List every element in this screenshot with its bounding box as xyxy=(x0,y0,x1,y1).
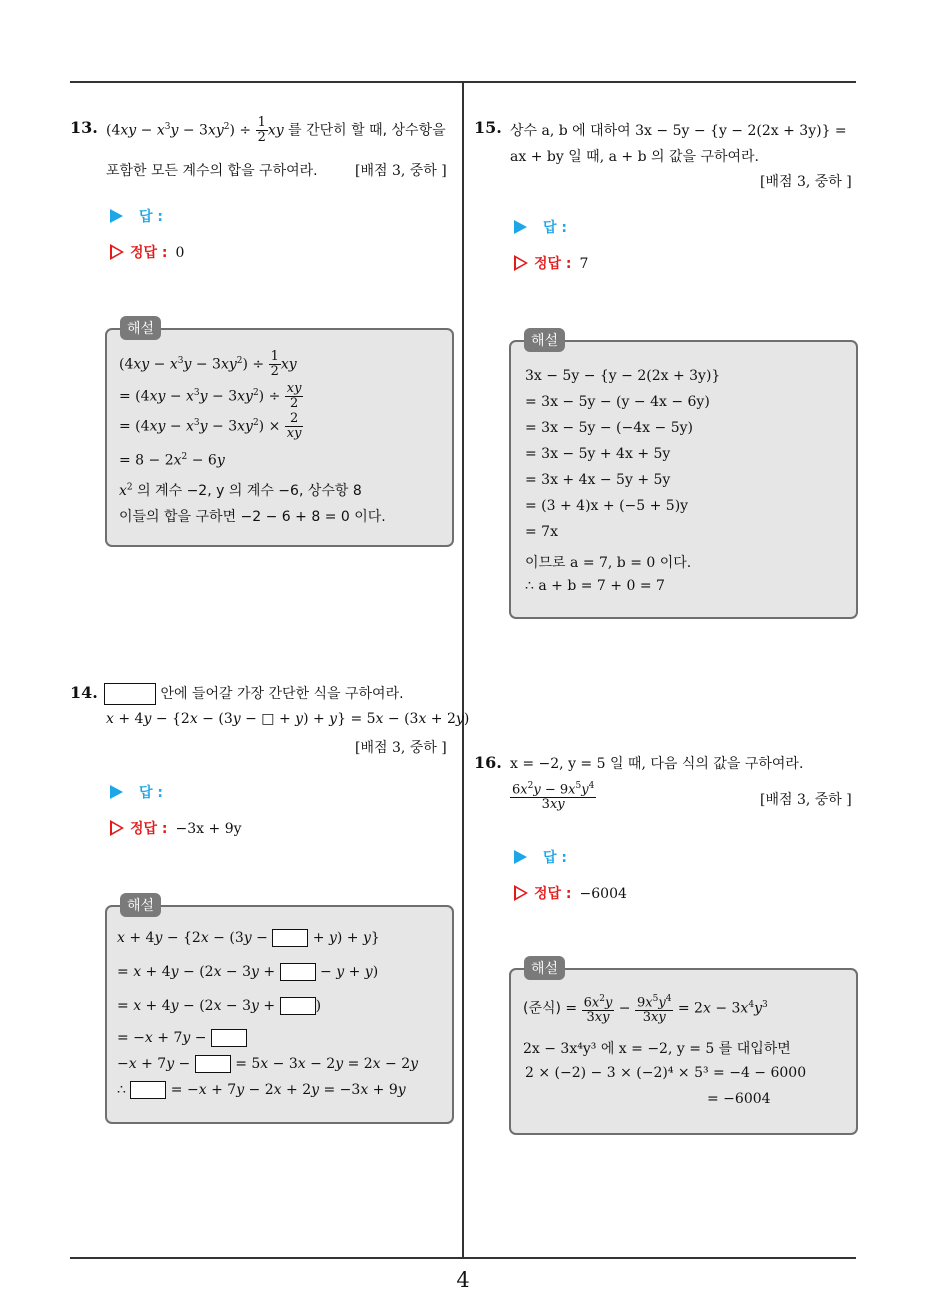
solution-line: $x^2$ 의 계수 −2, y 의 계수 −6, 상수항 8 xyxy=(119,482,362,499)
outline-triangle-icon xyxy=(110,820,124,836)
outline-triangle-icon xyxy=(514,885,528,901)
answer-row: 답 : xyxy=(110,782,163,802)
solution-tag: 해설 xyxy=(120,316,161,340)
score-label: [배점 3, 중하 ] xyxy=(355,163,447,179)
question-expression: x + 4y − {2x − (3y − □ + y) + y} = 5x − (3x + 2y) xyxy=(106,711,470,727)
play-icon xyxy=(110,785,123,799)
correct-answer-value: 0 xyxy=(175,245,185,261)
solution-line: = $(4xy - x^3y - 3xy^2)$ ÷ $\frac{xy}{2}$ xyxy=(119,381,302,411)
play-icon xyxy=(514,850,527,864)
question-text-line2: ax + by 일 때, a + b 의 값을 구하여라. xyxy=(510,149,760,165)
solution-box xyxy=(105,321,454,547)
solution-line: x + 4y − {2x − (3y − + y) + y} xyxy=(117,930,380,946)
solution-line: = x + 4y − (2x − 3y + ) xyxy=(117,998,322,1014)
solution-line: 이므로 a = 7, b = 0 이다. xyxy=(525,555,692,571)
question-number: 15. xyxy=(474,118,502,137)
solution-line: = 3x − 5y + 4x + 5y xyxy=(525,446,671,462)
solution-line: = 7x xyxy=(525,524,558,540)
question-text-line1: x = −2, y = 5 일 때, 다음 식의 값을 구하여라. xyxy=(510,756,804,772)
question-text-line1: $(4xy - x^3y - 3xy^2)$ ÷ $\frac{1}{2}$ xy 를 간단히 할 때, 상수항을 xyxy=(106,115,446,145)
solution-line: = 3x − 5y − (y − 4x − 6y) xyxy=(525,394,710,410)
column-divider xyxy=(462,83,464,1257)
question-text-line1: 상수 a, b 에 대하여 3x − 5y − {y − 2(2x + 3y)} = xyxy=(510,123,847,139)
solution-box xyxy=(105,898,454,1124)
solution-line: = −6004 xyxy=(707,1091,771,1107)
correct-answer-row: 정답 : 7 xyxy=(514,253,588,273)
solution-line: $(4xy - x^3y - 3xy^2)$ ÷ $\frac{1}{2}$ xy xyxy=(119,349,297,379)
solution-line: = (3 + 4)x + (−5 + 5)y xyxy=(525,498,689,514)
correct-answer-value: 7 xyxy=(579,256,589,272)
solution-box xyxy=(509,333,858,619)
outline-triangle-icon xyxy=(514,255,528,271)
question-14 xyxy=(70,683,470,1128)
solution-line: ∴ = −x + 7y − 2x + 2y = −3x + 9y xyxy=(117,1082,406,1098)
question-text-line2: 포함한 모든 계수의 합을 구하여라. xyxy=(106,163,318,179)
solution-line: = $8 - 2x^2 - 6y$ xyxy=(119,452,225,469)
correct-answer-value: −3x + 9y xyxy=(175,821,242,837)
question-number: 16. xyxy=(474,753,502,772)
play-icon xyxy=(514,220,527,234)
solution-line: = x + 4y − (2x − 3y + − y + y) xyxy=(117,964,379,980)
solution-line: −x + 7y − = 5x − 3x − 2y = 2x − 2y xyxy=(117,1056,419,1072)
blank-box xyxy=(104,683,156,705)
question-number: 14. xyxy=(70,683,98,702)
solution-line: 3x − 5y − {y − 2(2x + 3y)} xyxy=(525,368,721,384)
answer-row: 답 : xyxy=(514,847,567,867)
page-number: 4 xyxy=(456,1268,470,1292)
solution-line: ∴ a + b = 7 + 0 = 7 xyxy=(525,578,665,594)
play-icon xyxy=(110,209,123,223)
solution-line: (준식) = $\frac{6x^2y}{3xy}$ − $\frac{9x^5y^4}{3xy}$ = $2x - 3x^4y^3$ xyxy=(523,994,768,1026)
answer-row: 답 : xyxy=(514,217,567,237)
solution-line: 2x − 3x⁴y³ 에 x = −2, y = 5 를 대입하면 xyxy=(523,1041,791,1057)
solution-line: 2 × (−2) − 3 × (−2)⁴ × 5³ = −4 − 6000 xyxy=(525,1065,807,1081)
question-13 xyxy=(70,115,455,558)
correct-answer-row: 정답 : −6004 xyxy=(514,883,627,903)
correct-answer-row: 정답 : −3x + 9y xyxy=(110,818,242,838)
bottom-rule xyxy=(70,1257,856,1259)
score-label: [배점 3, 중하 ] xyxy=(760,792,852,808)
solution-line: 이들의 합을 구하면 −2 − 6 + 8 = 0 이다. xyxy=(119,509,386,525)
solution-line: = $(4xy - x^3y - 3xy^2)$ × $\frac{2}{xy}$ xyxy=(119,411,302,441)
score-label: [배점 3, 중하 ] xyxy=(760,174,852,190)
solution-tag: 해설 xyxy=(120,893,161,917)
solution-box xyxy=(509,961,858,1135)
score-label: [배점 3, 중하 ] xyxy=(355,740,447,756)
question-expression: $\frac{6x^2y - 9x^5y^4}{3xy}$ xyxy=(512,781,595,813)
correct-answer-row: 정답 : 0 xyxy=(110,242,184,262)
correct-answer-value: −6004 xyxy=(579,886,627,902)
answer-row: 답 : xyxy=(110,206,163,226)
solution-line: = −x + 7y − xyxy=(117,1029,247,1047)
question-text-line1: 안에 들어갈 가장 간단한 식을 구하여라. xyxy=(104,683,404,705)
solution-tag: 해설 xyxy=(524,328,565,352)
solution-line: = 3x + 4x − 5y + 5y xyxy=(525,472,671,488)
solution-tag: 해설 xyxy=(524,956,565,980)
question-15 xyxy=(474,118,859,628)
outline-triangle-icon xyxy=(110,244,124,260)
solution-line: = 3x − 5y − (−4x − 5y) xyxy=(525,420,693,436)
question-16 xyxy=(474,753,859,1138)
question-number: 13. xyxy=(70,118,98,137)
